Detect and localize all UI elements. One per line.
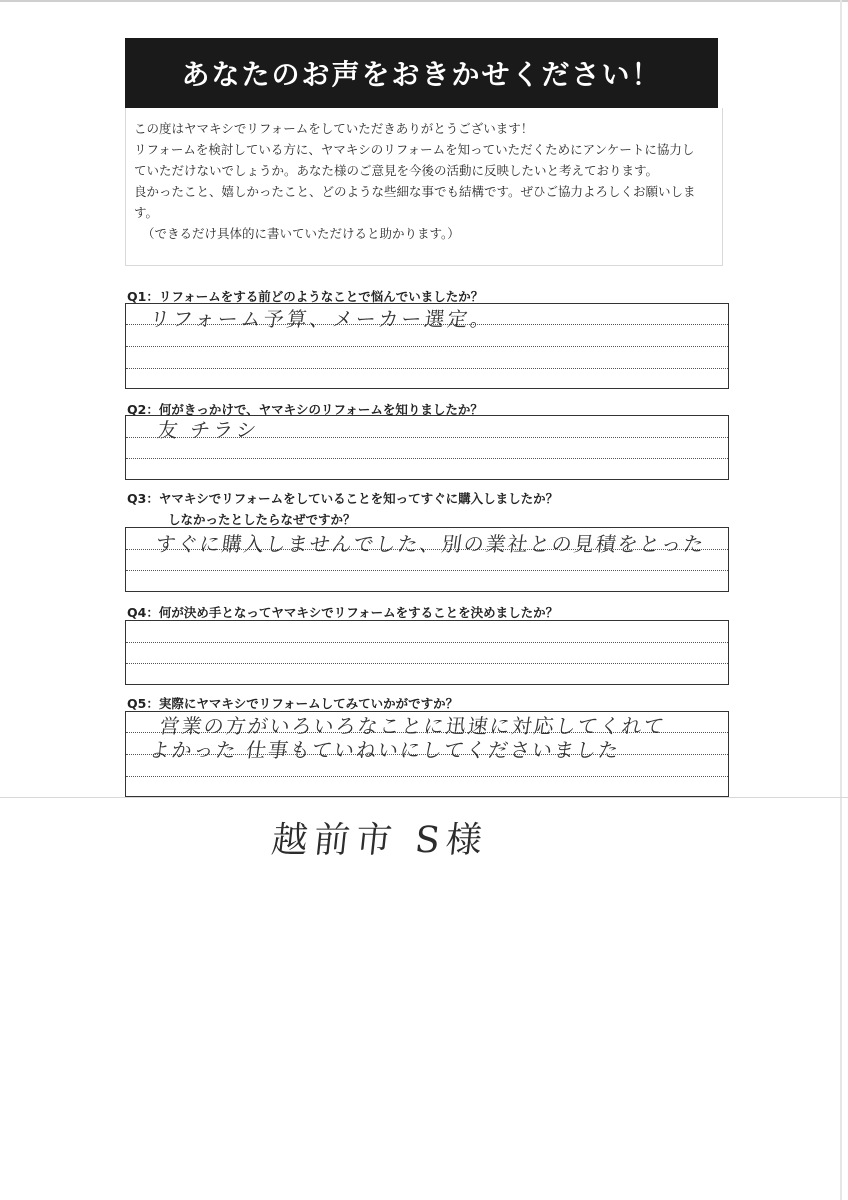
- intro-line: す。: [134, 205, 159, 220]
- intro-line: （できるだけ具体的に書いていただけると助かります。）: [142, 226, 460, 241]
- question-5-answer-line: よかった 仕事もていねいにしてくださいました: [148, 738, 622, 762]
- question-1-label: Q1：リフォームをする前どのようなことで悩んでいましたか？: [127, 289, 484, 304]
- question-5-label: Q5：実際にヤマキシでリフォームしてみていかがですか？: [127, 696, 459, 711]
- question-3-answer-line: すぐに購入しませんでした、別の業社との見積をとった: [154, 532, 708, 556]
- customer-signature: 越前市 S様: [269, 820, 490, 861]
- intro-line: この度はヤマキシでリフォームをしていただきありがとうございます！: [134, 121, 534, 136]
- page-right-edge: [840, 0, 842, 1200]
- question-3-sub-label: しなかったとしたらなぜですか？: [168, 512, 356, 527]
- question-4-label: Q4：何が決め手となってヤマキシでリフォームをすることを決めましたか？: [127, 605, 559, 620]
- page-title: あなたのお声をおきかせください！: [125, 38, 718, 108]
- intro-box: [125, 108, 723, 266]
- intro-line: 良かったこと、嬉しかったこと、どのような些細な事でも結構です。ぜひご協力よろしくお願いしま: [134, 184, 696, 199]
- question-1-answer-line: リフォーム予算、メーカー選定。: [148, 307, 496, 331]
- intro-line: ていただけないでしょうか。あなた様のご意見を今後の活動に反映したいと考えております。: [134, 163, 659, 178]
- question-3-label: Q3：ヤマキシでリフォームをしていることを知ってすぐに購入しましたか？: [127, 491, 559, 506]
- page-fold-line: [0, 797, 848, 798]
- question-5-answer-line: 営業の方がいろいろなことに迅速に対応してくれて: [158, 714, 668, 738]
- question-2-label: Q2：何がきっかけで、ヤマキシのリフォームを知りましたか？: [127, 402, 483, 417]
- page-top-edge: [0, 0, 848, 2]
- intro-line: リフォームを検討している方に、ヤマキシのリフォームを知っていただくためにアンケートに協力し: [134, 142, 695, 157]
- question-2-answer-line: 友 チラシ: [156, 418, 261, 442]
- question-4-answer-box[interactable]: [125, 620, 729, 685]
